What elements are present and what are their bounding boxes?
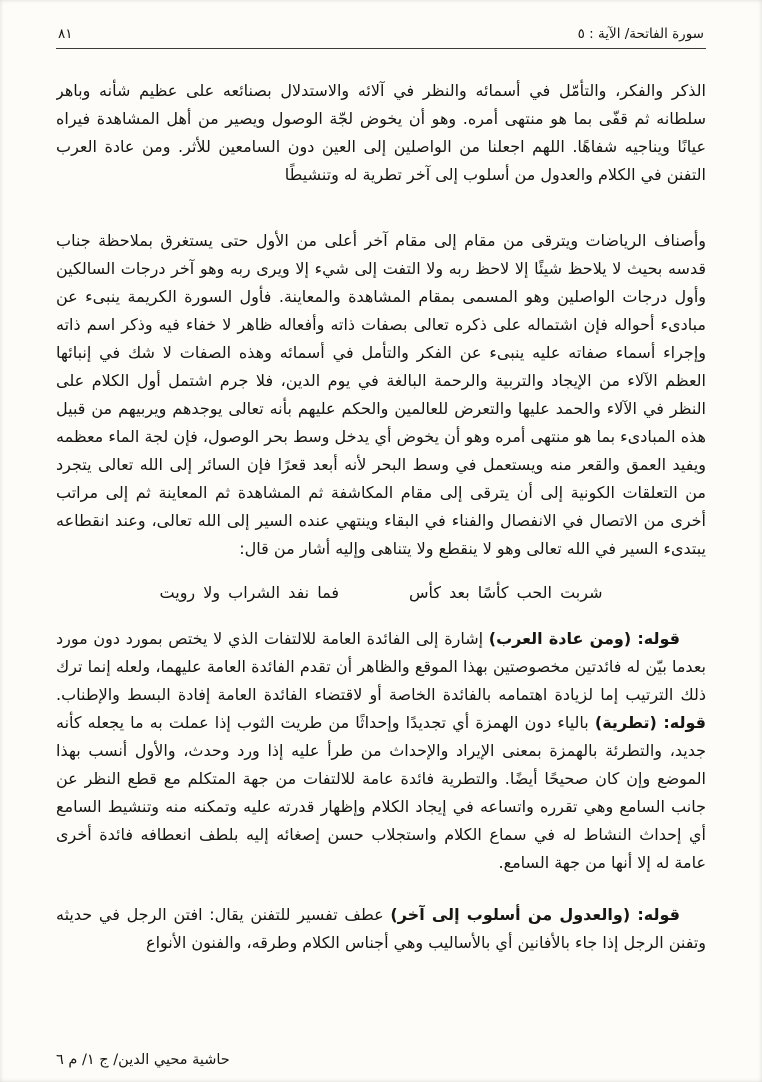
matn-paragraph: الذكر والفكر، والتأمّل في أسمائه والنظر في آلائه والاستدلال بصنائعه على عظيم شأنه وباهر سلطانه ثم قفّى بما هو منتهى أمره. وهو أن يخوض لجّة الوصول ويصير من أهل المشاهدة فيراه عيانًا ويناجيه شفاهًا. اللهم اجعلنا من الواصلين إلى العين دون السامعين للأثر. ومن عادة العرب التفنن في الكلام والعدول من أسلوب إلى آخر تطرية له وتنشيطًا — [56, 81, 706, 184]
qawluhu-lemma: قوله: (تطرية) — [594, 713, 706, 732]
page-body — [56, 77, 706, 1050]
verse-hemistich-1: شربت الحب كأسًا بعد كأس — [409, 583, 603, 602]
sharh-paragraph: وأصناف الرياضات ويترقى من مقام إلى مقام آخر أعلى من الأول حتى يستغرق بملاحظة جناب قدسه بحيث لا يلاحظ شيئًا إلا لاحظ ربه ولا التفت إلى شيء إلا ويرى ربه وهو آخر درجات السالكين وأول درجات الواصلين وهو المسمى بمقام المشاهدة والمعاينة. فأول السورة الكريمة ينبىء عن مبادىء أحواله فإن اشتماله على ذكره تعالى بصفات ذاته وأفعاله ظاهر لا خفاء فيه وذكر اسم ذاته وإجراء أسماء صفاته عليه ينبىء عن الفكر والتأمل في أسمائه وهذه الصفات لا شك في إنبائها العظم الآلاء من الإيجاد والتربية والرحمة البالغة في يوم الدين، فلا جرم اشتمل أول الكلام على النظر في الآلاء والحمد عليها والتعرض للعالمين والحكم عليهم بأنه تعالى يوجدهم ويربيهم من قبيل هذه المبادىء بما هو منتهى أمره وهو أن يخوض أي يدخل وسط بحر الوصول، فإن لجة الماء معظمه ويفيد العمق والقعر منه ويستعمل في وسط البحر لأنه أبعد قعرًا فإن السائر إلى الله تعالى يتجرد من التعلقات الكونية إلى أن يترقى إلى مقام المكاشفة ثم المشاهدة ثم المعاينة ثم إلى مراتب أخرى من الاتصال في الانفصال والفناء في البقاء وينتهي عنده السير إلى الله تعالى، وعند انقطاعه يبتدىء السير في الله تعالى وهو لا ينقطع ولا يتناهى وإليه أشار من قال: — [56, 231, 706, 558]
surah-ayah-heading: سورة الفاتحة/ الآية : ٥ — [577, 26, 704, 42]
page-footer — [56, 1050, 706, 1068]
commentary-paragraph-2 — [56, 901, 706, 957]
commentary-paragraph-1 — [56, 625, 706, 877]
qawluhu-lemma: قوله: (ومن عادة العرب) — [488, 629, 680, 648]
verse-hemistich-2: فما نفد الشراب ولا رويت — [159, 583, 339, 602]
volume-signature: حاشية محيي الدين/ ج ١/ م ٦ — [56, 1052, 230, 1068]
poetry-line — [56, 579, 706, 607]
page-number: ٨١ — [58, 26, 73, 42]
page-header — [56, 26, 706, 48]
commentary-text: بالياء دون الهمزة أي تجديدًا وإحداثًا من طريت الثوب إذا عملت به ما يجعله كأنه جديد، والتطرئة بالهمزة بمعنى الإيراد والإحداث من طرأ عليه إذا ورد وحدث، والأول أنسب بهذا الموضع وإن كان صحيحًا أيضًا. والتطرية فائدة عامة للالتفات من جهة المتكلم مع قطع النظر عن جانب السامع وهي تقرره واتساعه في إيجاد الكلام وإظهار قدرته عليه وتمكنه منه وتنشيط السامع أي إحداث النشاط له في سماع الكلام واستجلاب حسن إصغائه إليه بلطف انعطافه فائدة أخرى عامة له إلا أنها من جهة السامع. — [56, 713, 706, 872]
commentary-text: إشارة إلى الفائدة العامة للالتفات الذي لا يختص بمورد دون مورد بعدما بيّن له فائدتين مخصوصتين بهذا الموقع والظاهر أن تقدم الفائدة العامة عليهما، ولعله إنما ترك ذلك الترتيب إما لزيادة اهتمامه بالفائدة الخاصة أو لاقتضاء الفائدة العامة إفادة البسط والإطناب. — [56, 629, 706, 704]
header-rule — [56, 48, 706, 49]
commentary-text: عطف تفسير للتفنن يقال: افتن الرجل في حديثه وتفنن الرجل إذا جاء بالأفانين أي بالأساليب وهي أجناس الكلام وطرقه، والفنون الأنواع — [56, 905, 706, 952]
qawluhu-lemma: قوله: (والعدول من أسلوب إلى آخر) — [390, 905, 680, 924]
